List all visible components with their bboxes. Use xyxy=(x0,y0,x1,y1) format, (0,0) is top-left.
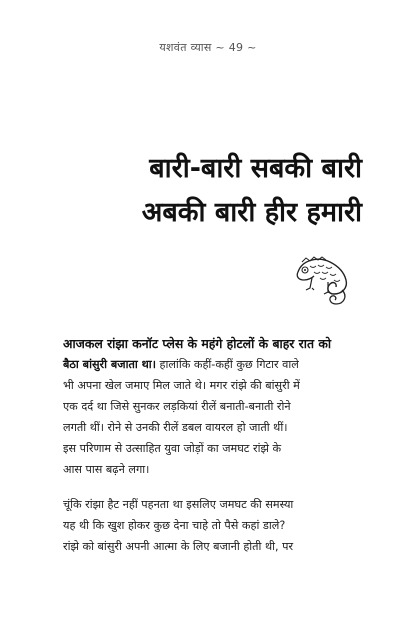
chameleon-icon xyxy=(292,250,356,310)
p2-line-2: यह थी कि खुश होकर कुछ देना चाहे तो पैसे कहां डाले? xyxy=(63,519,286,532)
p1-line-2 xyxy=(63,354,363,375)
p1-lead-end: बैठा बांसुरी बजाता था। xyxy=(63,358,156,371)
p1-line-6: इस परिणाम से उत्साहित युवा जोड़ों का जमघट रांझे के xyxy=(63,442,282,455)
p1-line-5: लगती थीं। रोने से उनकी रीलें डबल वायरल हो जाती थीं। xyxy=(63,421,288,434)
p1-line-7: आस पास बढ़ने लगा। xyxy=(63,463,150,476)
paragraph-2 xyxy=(63,494,363,557)
paragraph-1 xyxy=(63,333,363,480)
p1-line-3: भी अपना खेल जमाए मिल जाते थे। मगर रांझे की बांसुरी में xyxy=(63,379,300,392)
p1-line-4: एक दर्द था जिसे सुनकर लड़कियां रीलें बनाती-बनाती रोने xyxy=(63,400,291,413)
chapter-title-line-1: बारी-बारी सबकी बारी xyxy=(149,153,362,184)
running-header: यशवंत व्यास ~ 49 ~ xyxy=(159,41,257,54)
p1-line-2-rest: हालांकि कहीं-कहीं कुछ गिटार वाले xyxy=(155,358,299,371)
p2-line-1: चूंकि रांझा हैट नहीं पहनता था इसलिए जमघट की समस्या xyxy=(63,498,294,511)
p1-line-1: आजकल रांझा कनॉट प्लेस के महंगे होटलों के बाहर रात को xyxy=(63,336,332,351)
p2-line-3: रांझे को बांसुरी अपनी आत्मा के लिए बजानी होती थी, पर xyxy=(63,540,294,553)
chapter-title-line-2: अबकी बारी हीर हमारी xyxy=(141,197,362,228)
